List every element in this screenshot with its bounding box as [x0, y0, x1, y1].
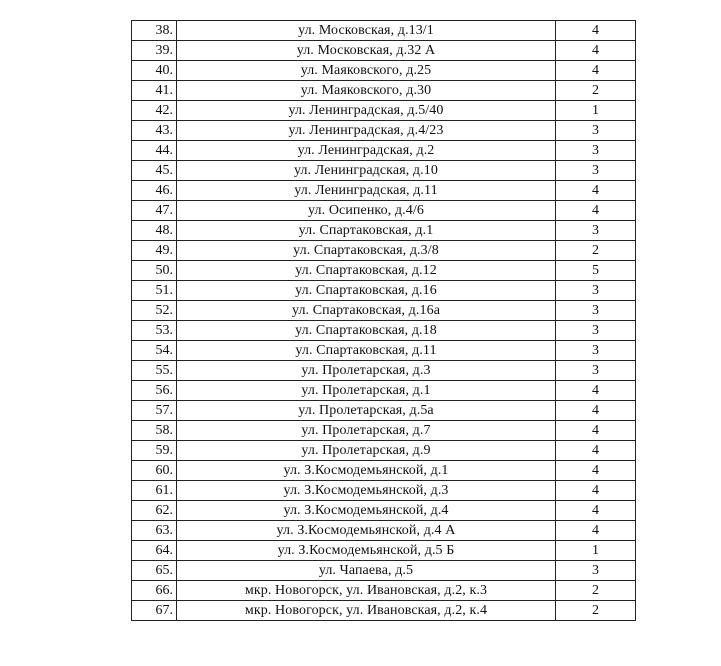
address-cell: ул. Спартаковская, д.3/8	[177, 241, 556, 261]
table-row	[132, 121, 636, 141]
row-number-cell	[132, 281, 177, 301]
count-cell: 1	[556, 541, 636, 561]
address-table-body	[132, 21, 636, 621]
row-number: 61.	[155, 483, 173, 498]
row-number-cell	[132, 61, 177, 81]
address-cell: ул. Маяковского, д.30	[177, 81, 556, 101]
address-cell: ул. Маяковского, д.25	[177, 61, 556, 81]
row-number-cell	[132, 261, 177, 281]
count-cell: 4	[556, 481, 636, 501]
row-number-cell	[132, 201, 177, 221]
address-cell: ул. Ленинградская, д.11	[177, 181, 556, 201]
row-number: 58.	[155, 423, 173, 438]
count-cell: 3	[556, 141, 636, 161]
row-number: 46.	[155, 183, 173, 198]
table-row	[132, 161, 636, 181]
address-cell: ул. Спартаковская, д.16а	[177, 301, 556, 321]
count-cell: 4	[556, 421, 636, 441]
row-number-cell	[132, 501, 177, 521]
row-number-cell	[132, 121, 177, 141]
row-number: 66.	[155, 583, 173, 598]
row-number-cell	[132, 361, 177, 381]
row-number: 44.	[155, 143, 173, 158]
table-row	[132, 561, 636, 581]
count-cell: 4	[556, 41, 636, 61]
row-number: 41.	[155, 83, 173, 98]
count-cell: 3	[556, 301, 636, 321]
row-number: 54.	[155, 343, 173, 358]
count-cell: 2	[556, 581, 636, 601]
count-cell: 4	[556, 61, 636, 81]
table-row	[132, 521, 636, 541]
table-row	[132, 41, 636, 61]
address-cell: ул. Ленинградская, д.10	[177, 161, 556, 181]
count-cell: 3	[556, 221, 636, 241]
row-number-cell	[132, 41, 177, 61]
address-cell: ул. Спартаковская, д.11	[177, 341, 556, 361]
count-cell: 4	[556, 381, 636, 401]
table-row	[132, 221, 636, 241]
row-number: 53.	[155, 323, 173, 338]
address-cell: ул. З.Космодемьянской, д.1	[177, 461, 556, 481]
address-cell: ул. З.Космодемьянской, д.4 А	[177, 521, 556, 541]
address-cell: ул. Осипенко, д.4/6	[177, 201, 556, 221]
row-number: 51.	[155, 283, 173, 298]
address-cell: ул. Пролетарская, д.7	[177, 421, 556, 441]
table-row	[132, 101, 636, 121]
count-cell: 4	[556, 181, 636, 201]
table-row	[132, 81, 636, 101]
count-cell: 3	[556, 321, 636, 341]
table-row	[132, 181, 636, 201]
row-number-cell	[132, 421, 177, 441]
row-number: 57.	[155, 403, 173, 418]
count-cell: 3	[556, 341, 636, 361]
row-number: 42.	[155, 103, 173, 118]
address-cell: ул. Спартаковская, д.1	[177, 221, 556, 241]
row-number-cell	[132, 321, 177, 341]
row-number: 49.	[155, 243, 173, 258]
row-number-cell	[132, 561, 177, 581]
count-cell: 3	[556, 281, 636, 301]
address-cell: ул. Ленинградская, д.2	[177, 141, 556, 161]
table-row	[132, 241, 636, 261]
row-number: 62.	[155, 503, 173, 518]
row-number-cell	[132, 341, 177, 361]
address-cell: мкр. Новогорск, ул. Ивановская, д.2, к.3	[177, 581, 556, 601]
row-number: 63.	[155, 523, 173, 538]
row-number-cell	[132, 521, 177, 541]
address-cell: ул. Пролетарская, д.5а	[177, 401, 556, 421]
address-cell: ул. Спартаковская, д.16	[177, 281, 556, 301]
table-row	[132, 441, 636, 461]
table-row	[132, 541, 636, 561]
table-row	[132, 201, 636, 221]
row-number-cell	[132, 141, 177, 161]
count-cell: 4	[556, 501, 636, 521]
row-number: 43.	[155, 123, 173, 138]
count-cell: 1	[556, 101, 636, 121]
row-number-cell	[132, 301, 177, 321]
row-number: 67.	[155, 603, 173, 618]
count-cell: 5	[556, 261, 636, 281]
count-cell: 4	[556, 521, 636, 541]
row-number-cell	[132, 461, 177, 481]
row-number: 52.	[155, 303, 173, 318]
row-number-cell	[132, 181, 177, 201]
row-number: 64.	[155, 543, 173, 558]
count-cell: 2	[556, 81, 636, 101]
table-row	[132, 301, 636, 321]
count-cell: 3	[556, 561, 636, 581]
row-number: 38.	[155, 23, 173, 38]
table-row	[132, 481, 636, 501]
count-cell: 2	[556, 601, 636, 621]
row-number-cell	[132, 381, 177, 401]
row-number-cell	[132, 481, 177, 501]
table-row	[132, 281, 636, 301]
address-cell: ул. Московская, д.32 А	[177, 41, 556, 61]
row-number: 56.	[155, 383, 173, 398]
row-number: 60.	[155, 463, 173, 478]
table-row	[132, 381, 636, 401]
row-number-cell	[132, 241, 177, 261]
table-row	[132, 461, 636, 481]
count-cell: 4	[556, 461, 636, 481]
row-number: 65.	[155, 563, 173, 578]
address-cell: ул. Ленинградская, д.4/23	[177, 121, 556, 141]
address-cell: ул. З.Космодемьянской, д.3	[177, 481, 556, 501]
row-number: 50.	[155, 263, 173, 278]
row-number-cell	[132, 221, 177, 241]
table-row	[132, 401, 636, 421]
count-cell: 4	[556, 21, 636, 41]
address-cell: ул. Московская, д.13/1	[177, 21, 556, 41]
count-cell: 4	[556, 201, 636, 221]
count-cell: 2	[556, 241, 636, 261]
row-number-cell	[132, 401, 177, 421]
address-cell: ул. З.Космодемьянской, д.5 Б	[177, 541, 556, 561]
row-number-cell	[132, 441, 177, 461]
count-cell: 3	[556, 161, 636, 181]
table-row	[132, 321, 636, 341]
row-number: 55.	[155, 363, 173, 378]
address-cell: ул. Ленинградская, д.5/40	[177, 101, 556, 121]
address-cell: ул. Чапаева, д.5	[177, 561, 556, 581]
count-cell: 4	[556, 441, 636, 461]
row-number-cell	[132, 161, 177, 181]
row-number: 48.	[155, 223, 173, 238]
address-cell: ул. Спартаковская, д.18	[177, 321, 556, 341]
address-cell: ул. Пролетарская, д.1	[177, 381, 556, 401]
row-number-cell	[132, 601, 177, 621]
row-number: 45.	[155, 163, 173, 178]
table-row	[132, 501, 636, 521]
table-row	[132, 341, 636, 361]
row-number: 47.	[155, 203, 173, 218]
count-cell: 3	[556, 361, 636, 381]
table-row	[132, 21, 636, 41]
table-row	[132, 601, 636, 621]
row-number-cell	[132, 541, 177, 561]
row-number: 40.	[155, 63, 173, 78]
table-row	[132, 261, 636, 281]
row-number-cell	[132, 81, 177, 101]
table-row	[132, 581, 636, 601]
address-cell: ул. Пролетарская, д.9	[177, 441, 556, 461]
count-cell: 4	[556, 401, 636, 421]
row-number-cell	[132, 101, 177, 121]
table-row	[132, 141, 636, 161]
table-row	[132, 361, 636, 381]
table-row	[132, 421, 636, 441]
address-table	[131, 20, 636, 621]
count-cell: 3	[556, 121, 636, 141]
address-cell: ул. Спартаковская, д.12	[177, 261, 556, 281]
address-cell: ул. З.Космодемьянской, д.4	[177, 501, 556, 521]
row-number-cell	[132, 21, 177, 41]
row-number: 39.	[155, 43, 173, 58]
row-number-cell	[132, 581, 177, 601]
row-number: 59.	[155, 443, 173, 458]
address-cell: мкр. Новогорск, ул. Ивановская, д.2, к.4	[177, 601, 556, 621]
address-cell: ул. Пролетарская, д.3	[177, 361, 556, 381]
table-row	[132, 61, 636, 81]
